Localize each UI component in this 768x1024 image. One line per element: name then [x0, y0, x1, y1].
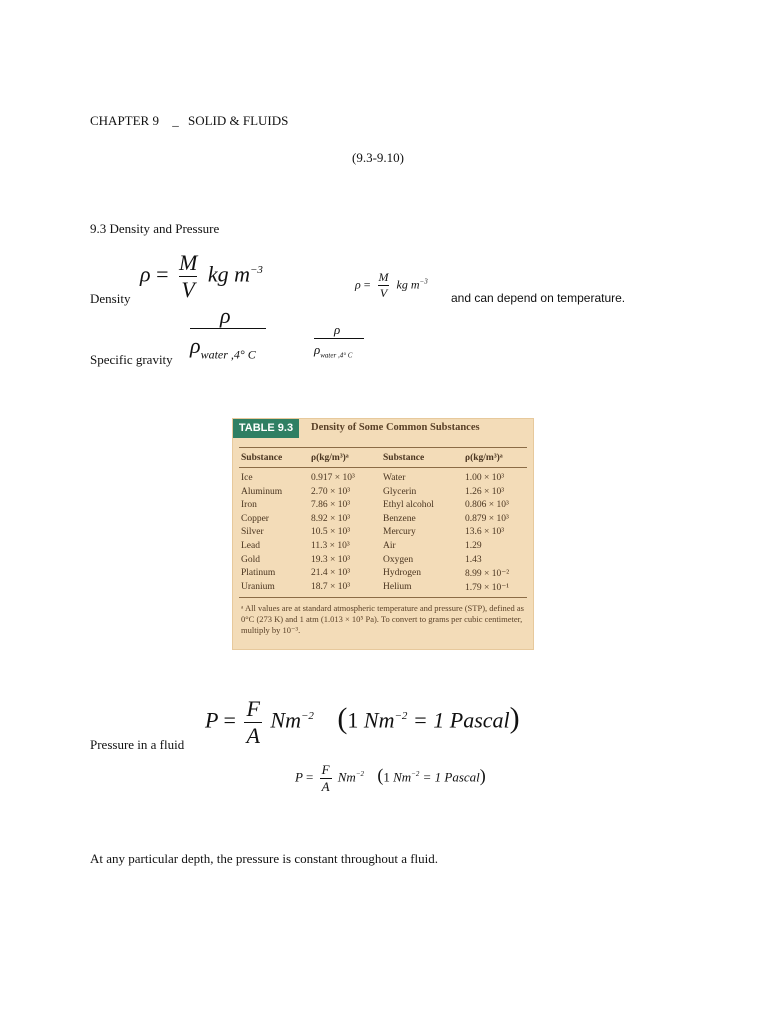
- force-over-area: [320, 762, 332, 795]
- unit-kgm: kg m: [396, 277, 420, 292]
- density-cell: 7.86 × 10³: [311, 500, 351, 511]
- unit-exponent: −2: [394, 710, 408, 723]
- density-cell: 13.6 × 10³: [465, 527, 505, 538]
- density-cell: 0.806 × 10³: [465, 500, 509, 511]
- substance-cell: Air: [383, 541, 396, 551]
- substance-cell: Uranium: [241, 581, 275, 592]
- paren-close: ): [509, 701, 520, 735]
- density-cell: 1.79 × 10⁻¹: [465, 582, 510, 593]
- col-header-density-1: ρ(kg/m³)ᵃ: [311, 453, 349, 463]
- density-cell: 11.3 × 10³: [311, 541, 350, 551]
- rho-numerator: ρ: [334, 322, 341, 337]
- rho-numerator: ρ: [220, 303, 231, 328]
- table-row: [233, 582, 533, 595]
- unit-exponent: −2: [355, 770, 365, 779]
- mass-over-volume: [377, 270, 391, 301]
- table-row: [233, 500, 533, 513]
- section-title: 9.3 Density and Pressure: [90, 221, 220, 236]
- unit-exponent: −3: [419, 277, 428, 286]
- pressure-label: Pressure in a fluid: [90, 737, 185, 752]
- rho-denominator: [190, 333, 256, 362]
- denominator-a: A: [321, 779, 330, 794]
- table-row: [233, 541, 533, 554]
- pressure-equation-large: [205, 696, 520, 749]
- pressure-equation-small: [295, 762, 486, 795]
- section-range: (9.3-9.10): [352, 150, 404, 165]
- table-row: [233, 473, 533, 486]
- table-row: [233, 487, 533, 500]
- substance-cell: Platinum: [241, 568, 276, 579]
- unit-exponent: −2: [411, 770, 420, 779]
- density-cell: 0.917 × 10³: [311, 473, 355, 483]
- substance-cell: Ice: [241, 473, 253, 483]
- numerator-m: M: [378, 270, 389, 284]
- denominator-v: V: [181, 277, 195, 302]
- heading-dash: _: [172, 113, 179, 128]
- density-cell: 2.70 × 10³: [311, 486, 351, 497]
- substance-cell: Lead: [241, 541, 260, 551]
- substance-cell: Iron: [241, 500, 257, 511]
- mass-over-volume: [177, 250, 199, 303]
- number-one: 1: [347, 707, 359, 733]
- substance-cell: Oxygen: [383, 554, 414, 565]
- chapter-number: CHAPTER 9: [90, 113, 159, 128]
- pascal-definition: = 1 Pascal: [422, 769, 480, 785]
- density-cell: 19.3 × 10³: [311, 554, 351, 565]
- equals-sign: =: [156, 261, 169, 287]
- paren-close: ): [479, 765, 486, 786]
- col-header-substance-1: Substance: [241, 453, 283, 463]
- density-cell: 1.43: [465, 554, 482, 565]
- specific-gravity-label: Specific gravity: [90, 352, 173, 367]
- table-row: [233, 527, 533, 540]
- substance-cell: Hydrogen: [383, 568, 421, 579]
- table-top-rule: [239, 447, 527, 448]
- density-cell: 18.7 × 10³: [311, 581, 351, 592]
- equals-sign: =: [305, 769, 314, 785]
- rho-denominator: [314, 342, 352, 358]
- density-label: Density: [90, 291, 131, 306]
- col-header-substance-2: Substance: [383, 453, 425, 463]
- pressure-symbol: P: [295, 769, 303, 785]
- specific-gravity-fraction-large: [190, 303, 266, 369]
- density-cell: 1.00 × 10³: [465, 473, 505, 483]
- substance-cell: Helium: [383, 581, 412, 592]
- substance-cell: Ethyl alcohol: [383, 500, 434, 511]
- paren-open: (: [377, 765, 384, 786]
- table-footnote: ᵃ All values are at standard atmospheric temperature and pressure (STP), defined as 0°C (273 K) and 1 atm (1.013 × 10⁵ Pa). To convert to grams per cubic centimeter, multiply by 10⁻³.: [241, 603, 524, 635]
- density-equation-large: [140, 250, 263, 303]
- closing-sentence: At any particular depth, the pressure is constant throughout a fluid.: [90, 851, 439, 866]
- table-row: [233, 555, 533, 568]
- numerator-m: M: [178, 250, 198, 275]
- unit-nm: Nm: [270, 707, 301, 733]
- specific-gravity-fraction-small: [312, 322, 366, 366]
- chapter-heading: [90, 114, 288, 127]
- density-table: [232, 418, 534, 650]
- rho-symbol: ρ: [314, 342, 321, 357]
- equals-sign: =: [363, 277, 371, 292]
- fraction-bar: [314, 338, 364, 339]
- rho-symbol: ρ: [140, 261, 151, 287]
- numerator-f: F: [321, 762, 330, 777]
- density-equation-small: [355, 270, 428, 301]
- substance-cell: Benzene: [383, 513, 416, 524]
- unit-exponent: −3: [249, 264, 263, 277]
- table-header-band: [233, 419, 533, 441]
- table-badge: TABLE 9.3: [233, 419, 299, 438]
- substance-cell: Silver: [241, 527, 264, 538]
- density-cell: 8.99 × 10⁻²: [465, 569, 510, 580]
- unit-nm: Nm: [363, 707, 395, 733]
- unit-exponent: −2: [300, 710, 314, 723]
- density-cell: 0.879 × 10³: [465, 513, 509, 524]
- density-cell: 8.92 × 10³: [311, 513, 351, 524]
- unit-nm: Nm: [393, 769, 412, 785]
- pressure-symbol: P: [205, 707, 219, 733]
- table-header-rule: [239, 467, 527, 468]
- force-over-area: [244, 696, 261, 749]
- substance-cell: Mercury: [383, 527, 416, 538]
- density-cell: 1.29: [465, 541, 482, 551]
- unit-nm: Nm: [337, 769, 356, 785]
- substance-cell: Aluminum: [241, 486, 283, 497]
- substance-cell: Water: [383, 473, 406, 483]
- density-note: and can depend on temperature.: [451, 291, 626, 305]
- density-cell: 10.5 × 10³: [311, 527, 351, 538]
- col-header-density-2: ρ(kg/m³)ᵃ: [465, 453, 503, 463]
- table-title: Density of Some Common Substances: [311, 422, 480, 433]
- table-row: [233, 514, 533, 527]
- denominator-v: V: [379, 286, 388, 300]
- fraction-bar: [190, 328, 266, 329]
- substance-cell: Gold: [241, 554, 260, 565]
- rho-symbol: ρ: [190, 333, 201, 358]
- equals-sign: =: [223, 707, 236, 733]
- denominator-a: A: [246, 723, 260, 748]
- numerator-f: F: [246, 696, 260, 721]
- rho-symbol: ρ: [355, 277, 361, 292]
- water-subscript: water ,4° C: [200, 347, 256, 362]
- table-row: [233, 568, 533, 581]
- water-subscript: water ,4° C: [320, 351, 353, 360]
- table-bottom-rule: [239, 597, 527, 598]
- substance-cell: Copper: [241, 513, 269, 524]
- substance-cell: Glycerin: [383, 486, 417, 497]
- number-one: 1: [383, 769, 390, 785]
- paren-open: (: [337, 701, 348, 735]
- chapter-title: SOLID & FLUIDS: [187, 113, 289, 128]
- density-cell: 21.4 × 10³: [311, 568, 351, 579]
- density-cell: 1.26 × 10³: [465, 486, 505, 497]
- unit-kgm: kg m: [207, 261, 250, 287]
- pascal-definition: = 1 Pascal: [412, 707, 510, 733]
